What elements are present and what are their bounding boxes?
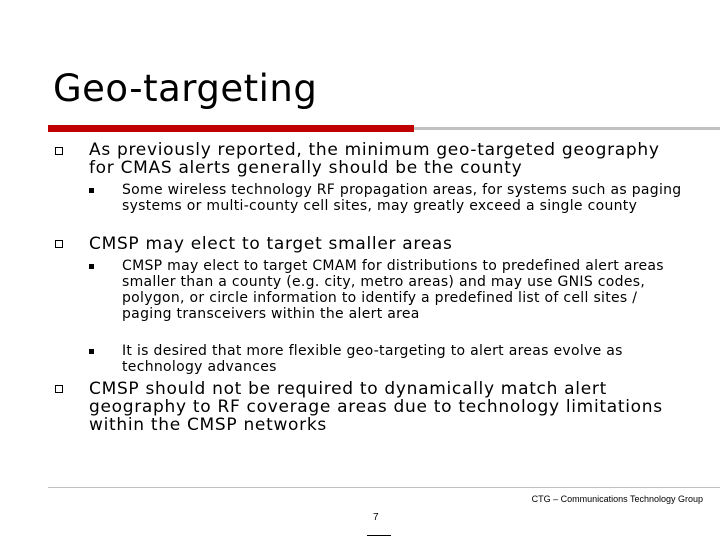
- page-title: Geo-targeting: [53, 67, 318, 110]
- page-number: 7: [373, 512, 379, 523]
- footer-org: CTG – Communications Technology Group: [531, 494, 703, 504]
- filled-square-bullet-icon: [89, 188, 94, 193]
- page-number-underline: [367, 535, 391, 536]
- subbullet-text: CMSP may elect to target CMAM for distributions to predefined alert areas smaller than a county (e.g. city, metro areas) and may use GNIS codes, polygon, or circle information to identify a predefined list of cell sites / paging transceivers within the alert area: [122, 258, 664, 322]
- subbullet-text: Some wireless technology RF propagation areas, for systems such as paging systems or multi-county cell sites, may greatly exceed a single county: [122, 182, 682, 214]
- subbullet-text: It is desired that more flexible geo-targeting to alert areas evolve as technology advances: [122, 343, 623, 375]
- footer-divider: [48, 487, 720, 488]
- bullet-text: As previously reported, the minimum geo-targeted geography for CMAS alerts generally should be the county: [89, 140, 660, 178]
- title-accent-rule: [48, 125, 414, 132]
- bullet-text: CMSP may elect to target smaller areas: [89, 234, 453, 254]
- hollow-square-bullet-icon: [55, 385, 63, 393]
- filled-square-bullet-icon: [89, 349, 94, 354]
- bullet-text: CMSP should not be required to dynamically match alert geography to RF coverage areas due to technology limitations within the CMSP networks: [89, 379, 663, 435]
- hollow-square-bullet-icon: [55, 240, 63, 248]
- hollow-square-bullet-icon: [55, 147, 63, 155]
- filled-square-bullet-icon: [89, 264, 94, 269]
- title-divider-rule: [414, 127, 720, 130]
